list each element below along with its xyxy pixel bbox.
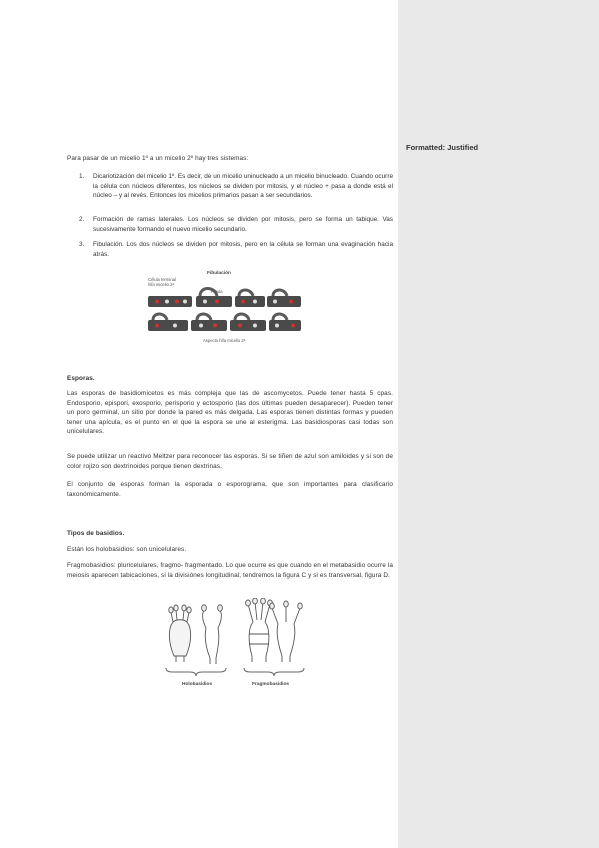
esporas-paragraph-3: El conjunto de esporas forman la esporada o esporograma, que son importantes para clasificario taxonómicamente. [67,481,393,498]
terminal-cell-label-2: hifa micelio 2ª [148,282,174,287]
list-item-text: Formación de ramas laterales. Los núcleos se dividen por mitosis, pero se forma un tabique. Vas sucesivamente formando el nuevo micelio secundario. [93,216,393,233]
list-item-text: Fibulación. Los dos núcleos se dividen por mitosis, pero en la célula se forman una evaginación hacia atrás. [93,241,393,258]
bottom-row-hyphae [148,314,301,331]
basidios-paragraph-2: Fragmobasidios: pluricelulares, fragmo- fragmentado. Lo que ocurre es que cuando en el metabasidio ocurre la meiosis aparecen tabicaciones, si la divisiónes longitudinal, tendremos la figura C y si es transversal, figura D. [67,562,393,579]
fibulation-caption: Aspecto hifa micelio 2ª [203,338,246,343]
figure-braces [166,668,304,676]
basidios-paragraph-1: Están los holobasidios: son unicelulares. [67,546,187,553]
fragmobasidia-drawings [246,598,303,662]
terminal-cell-label: Célula terminal [148,277,176,282]
list-number: 1. [79,173,85,180]
top-row-hyphae [148,289,301,308]
list-item [79,215,393,234]
fragmobasidia-label: Fragmobasidios [252,682,290,687]
esporas-paragraph-2: Se puede utilizar un reactivo Meltzer para reconocer las esporas. Si se tiñen de azul son amiloides y si son de color rojizo son dextrinoides porque tienen dextrinas. [67,453,393,470]
list-number: 2. [79,216,85,223]
esporas-heading: Esporas. [67,375,95,382]
holobasidia-drawings [169,605,223,664]
list-item-text: Dicariotización del micelio 1º. Es decir, de un micelio uninucleado a un micelio binucleado. Cuando ocurre la célula con núcleos diferentes, los núcleos se dividen por mitosis, y el núcleo + pasa a donde está el núcleo – y al revés. Entonces los micelios primarios pasan a ser secundarios. [93,173,393,200]
list-item [79,172,393,201]
intro-paragraph: Para pasar de un micelio 1º a un micelio 2º hay tres sistemas: [67,155,249,162]
basidios-heading: Tipos de basidios. [67,530,125,537]
fibulation-figure-title: Fibulación [207,271,231,276]
list-item [79,240,393,259]
basidia-figure [160,598,310,690]
comment-pane [398,0,599,848]
list-number: 3. [79,241,85,248]
comment-format-note[interactable]: Formatted: Justified [406,143,479,152]
holobasidia-label: Holobasidios [182,682,213,687]
fibulation-figure [145,266,307,346]
fibula-label: Fíbula [211,289,223,294]
esporas-paragraph-1: Las esporas de basidiomicetos es más compleja que las de ascomycetos. Puede tener hasta 5 cpas. Endosporio, epispori, exosporio, perisporio y ectosporio (las dos últimas pueden desaparecer). Pueden tener un poro germinal, un sitio por donde la pared es más delgada. Las esporas tienen distintas formas y pueden tener una apícula, es el punto en el que la espora se une al esterigma. Las basidiosporas casi todas son unicelulares. [67,390,393,436]
